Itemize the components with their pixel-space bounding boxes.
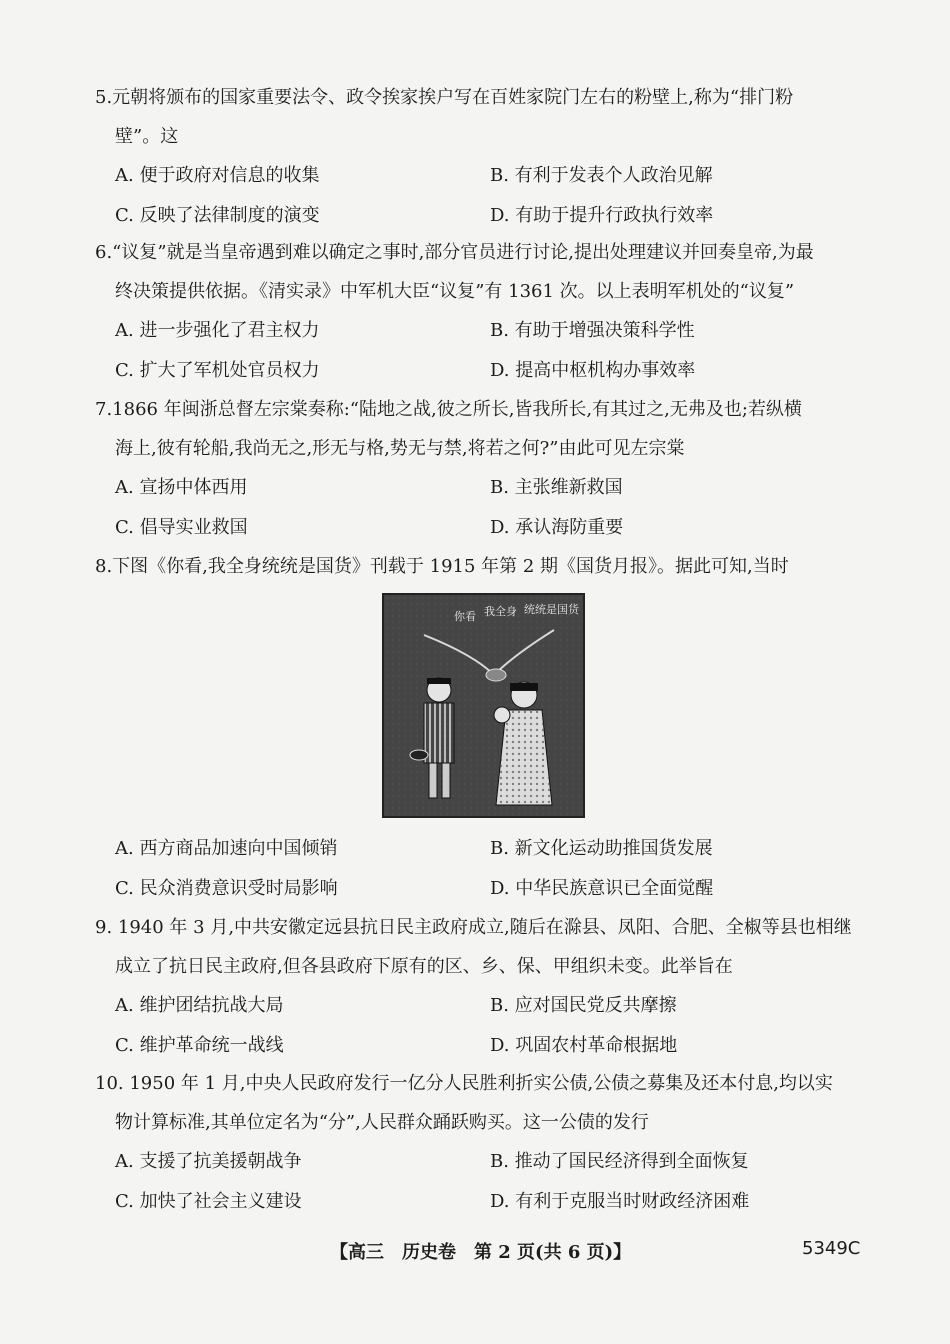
option-a: A. 进一步强化了君主权力 bbox=[115, 320, 320, 341]
option-b: B. 有利于发表个人政治见解 bbox=[490, 165, 713, 186]
options bbox=[115, 986, 865, 1066]
svg-text:你看: 你看 bbox=[454, 610, 476, 623]
footer-title: 【高三 历史卷 第 2 页(共 6 页)】 bbox=[330, 1242, 632, 1263]
question-8-options bbox=[95, 829, 865, 909]
option-a: A. 支援了抗美援朝战争 bbox=[115, 1151, 302, 1172]
stem-line: 成立了抗日民主政府,但各县政府下原有的区、乡、保、甲组织未变。此举旨在 bbox=[115, 956, 733, 977]
cartoon-illustration bbox=[384, 595, 583, 816]
question-7 bbox=[95, 390, 865, 548]
options bbox=[115, 311, 865, 391]
stem-line: 6.“议复”就是当皇帝遇到难以确定之事时,部分官员进行讨论,提出处理建议并回奏皇帝,为最 bbox=[95, 242, 814, 263]
option-c: C. 倡导实业救国 bbox=[115, 517, 248, 538]
option-d: D. 有助于提升行政执行效率 bbox=[490, 205, 714, 226]
question-stem bbox=[95, 233, 865, 311]
option-b: B. 有助于增强决策科学性 bbox=[490, 320, 695, 341]
options bbox=[115, 468, 865, 548]
option-a: A. 便于政府对信息的收集 bbox=[115, 165, 320, 186]
stem-line: 壁”。这 bbox=[115, 126, 179, 147]
option-c: C. 反映了法律制度的演变 bbox=[115, 205, 320, 226]
question-5 bbox=[95, 78, 865, 236]
option-d: D. 提高中枢机构办事效率 bbox=[490, 360, 696, 381]
question-10 bbox=[95, 1064, 865, 1222]
option-b: B. 主张维新救国 bbox=[490, 477, 623, 498]
option-c: C. 民众消费意识受时局影响 bbox=[115, 878, 338, 899]
option-d: D. 中华民族意识已全面觉醒 bbox=[490, 878, 714, 899]
stem-line: 10. 1950 年 1 月,中央人民政府发行一亿分人民胜利折实公债,公债之募集及还本付息,均以实 bbox=[95, 1073, 833, 1094]
options bbox=[115, 829, 865, 909]
options bbox=[115, 156, 865, 236]
stem-line: 终决策提供依据。《清实录》中军机大臣“议复”有 1361 次。以上表明军机处的“议复” bbox=[115, 281, 795, 302]
option-d: D. 有利于克服当时财政经济困难 bbox=[490, 1191, 750, 1212]
stem-line: 8.下图《你看,我全身统统是国货》刊载于 1915 年第 2 期《国货月报》。据此可知,当时 bbox=[95, 556, 789, 577]
stem-line: 物计算标准,其单位定名为“分”,人民群众踊跃购买。这一公债的发行 bbox=[115, 1112, 649, 1133]
question-stem bbox=[95, 908, 865, 986]
question-stem bbox=[95, 1064, 865, 1142]
stem-line: 9. 1940 年 3 月,中共安徽定远县抗日民主政府成立,随后在滁县、凤阳、合肥、全椒等县也相继 bbox=[95, 917, 852, 938]
option-a: A. 西方商品加速向中国倾销 bbox=[115, 838, 338, 859]
option-d: D. 巩固农村革命根据地 bbox=[490, 1035, 678, 1056]
option-d: D. 承认海防重要 bbox=[490, 517, 624, 538]
question-6 bbox=[95, 233, 865, 391]
svg-text:我全身: 我全身 bbox=[484, 605, 517, 618]
option-b: B. 新文化运动助推国货发展 bbox=[490, 838, 713, 859]
question-9 bbox=[95, 908, 865, 1066]
option-c: C. 维护革命统一战线 bbox=[115, 1035, 284, 1056]
option-c: C. 加快了社会主义建设 bbox=[115, 1191, 302, 1212]
option-c: C. 扩大了军机处官员权力 bbox=[115, 360, 320, 381]
stem-line: 7.1866 年闽浙总督左宗棠奏称:“陆地之战,彼之所长,皆我所长,有其过之,无弗及也;若纵横 bbox=[95, 399, 802, 420]
question-8 bbox=[95, 547, 865, 586]
question-stem bbox=[95, 390, 865, 468]
question-stem bbox=[95, 547, 865, 586]
question-stem bbox=[95, 78, 865, 156]
cartoon-image bbox=[382, 593, 585, 818]
stem-line: 海上,彼有轮船,我尚无之,形无与格,势无与禁,将若之何?”由此可见左宗棠 bbox=[115, 438, 685, 459]
options bbox=[115, 1142, 865, 1222]
option-b: B. 应对国民党反共摩擦 bbox=[490, 995, 677, 1016]
option-b: B. 推动了国民经济得到全面恢复 bbox=[490, 1151, 749, 1172]
stem-line: 5.元朝将颁布的国家重要法令、政令挨家挨户写在百姓家院门左右的粉壁上,称为“排门粉 bbox=[95, 87, 794, 108]
svg-text:统统是国货: 统统是国货 bbox=[524, 603, 579, 616]
exam-code: 5349C bbox=[802, 1238, 861, 1259]
option-a: A. 宣扬中体西用 bbox=[115, 477, 248, 498]
option-a: A. 维护团结抗战大局 bbox=[115, 995, 284, 1016]
